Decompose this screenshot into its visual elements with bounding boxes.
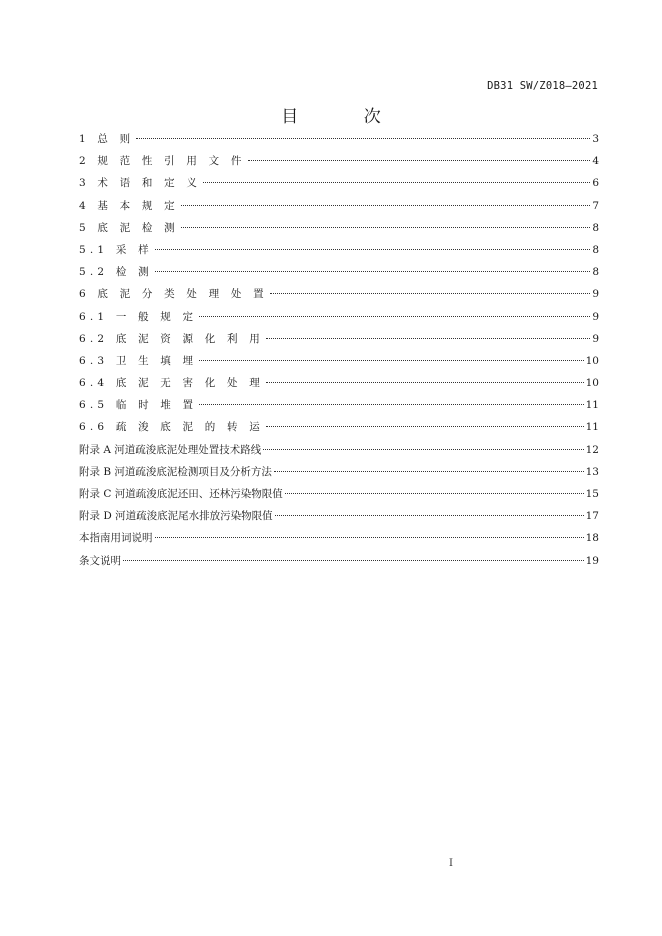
toc-entry-page: 15: [585, 488, 599, 500]
toc-entry-page: 11: [585, 399, 599, 412]
toc-entry[interactable]: [79, 350, 599, 372]
toc-leader-dots: [263, 449, 583, 450]
toc-entry-label: 6.2 底 泥 资 源 化 利 用: [79, 332, 264, 345]
toc-entry-page: 13: [585, 465, 599, 478]
toc-leader-dots: [285, 493, 584, 494]
toc-entry[interactable]: [79, 505, 599, 527]
toc-entry[interactable]: [79, 172, 599, 194]
toc-entry-label: 6.3 卫 生 填 埋: [79, 354, 198, 367]
toc-entry[interactable]: [79, 128, 599, 150]
toc-entry-label: 2 规 范 性 引 用 文 件: [79, 155, 246, 168]
toc-leader-dots: [199, 360, 583, 361]
toc-entry-label: 6.6 疏 浚 底 泥 的 转 运: [79, 421, 264, 434]
toc-entry-page: 8: [592, 221, 599, 234]
toc-entry-page: 6: [592, 177, 599, 190]
toc-entry[interactable]: [79, 527, 599, 549]
toc-entry[interactable]: [79, 283, 599, 305]
toc-entry-page: 7: [592, 199, 599, 212]
toc-leader-dots: [155, 537, 584, 538]
toc-leader-dots: [274, 471, 584, 472]
toc-leader-dots: [266, 426, 584, 427]
toc-entry[interactable]: [79, 483, 599, 505]
toc-entry-page: 19: [585, 554, 599, 567]
toc-entry[interactable]: [79, 261, 599, 283]
toc-entry-label: 附录 C 河道疏浚底泥还田、还林污染物限值: [79, 488, 283, 500]
toc-entry-page: 18: [585, 532, 599, 545]
toc-entry-label: 4 基 本 规 定: [79, 199, 179, 212]
toc-entry-label: 本指南用词说明: [79, 532, 153, 545]
toc-entry-page: 3: [592, 133, 599, 145]
toc-entry[interactable]: [79, 217, 599, 239]
toc-entry-page: 17: [585, 510, 599, 523]
toc-leader-dots: [275, 515, 584, 516]
toc-entry-label: 5 底 泥 检 测: [79, 221, 179, 234]
toc-leader-dots: [199, 404, 583, 405]
table-of-contents: [79, 128, 599, 572]
toc-entry[interactable]: [79, 394, 599, 416]
toc-entry[interactable]: [79, 150, 599, 172]
page-number: I: [449, 858, 453, 869]
toc-leader-dots: [248, 160, 591, 161]
toc-leader-dots: [266, 338, 590, 339]
toc-entry[interactable]: [79, 461, 599, 483]
toc-entry-label: 6.5 临 时 堆 置: [79, 399, 198, 412]
toc-leader-dots: [203, 182, 590, 183]
toc-entry[interactable]: [79, 550, 599, 572]
toc-leader-dots: [136, 138, 590, 139]
toc-entry-label: 6.4 底 泥 无 害 化 处 理: [79, 377, 264, 390]
toc-leader-dots: [181, 227, 590, 228]
toc-entry-label: 附录 B 河道疏浚底泥检测项目及分析方法: [79, 465, 272, 478]
toc-entry[interactable]: [79, 416, 599, 438]
toc-leader-dots: [155, 249, 591, 250]
toc-leader-dots: [181, 205, 590, 206]
toc-entry-page: 8: [592, 266, 599, 279]
toc-leader-dots: [270, 293, 591, 294]
toc-entry-page: 11: [585, 421, 599, 434]
toc-entry[interactable]: [79, 195, 599, 217]
toc-entry-page: 4: [592, 155, 599, 168]
toc-leader-dots: [123, 560, 584, 561]
toc-entry-page: 9: [592, 332, 599, 345]
toc-title: 目 次: [281, 107, 411, 127]
toc-entry[interactable]: [79, 328, 599, 350]
toc-leader-dots: [155, 271, 591, 272]
toc-entry-label: 条文说明: [79, 554, 121, 567]
toc-entry-label: 6 底 泥 分 类 处 理 处 置: [79, 288, 268, 301]
toc-entry[interactable]: [79, 306, 599, 328]
toc-entry[interactable]: [79, 372, 599, 394]
toc-entry-label: 附录 A 河道疏浚底泥处理处置技术路线: [79, 443, 262, 456]
toc-entry-label: 附录 D 河道疏浚底泥尾水排放污染物限值: [79, 510, 273, 523]
toc-entry[interactable]: [79, 439, 599, 461]
toc-entry-label: 3 术 语 和 定 义: [79, 177, 202, 190]
toc-entry-page: 9: [592, 288, 599, 301]
document-code: DB31 SW/Z018—2021: [487, 80, 598, 92]
toc-entry-page: 12: [585, 443, 599, 456]
toc-entry-page: 8: [592, 243, 599, 256]
toc-entry-label: 6.1 一 般 规 定: [79, 310, 198, 323]
toc-entry-page: 10: [585, 377, 599, 390]
toc-entry-label: 1 总 则: [79, 133, 135, 145]
toc-leader-dots: [266, 382, 584, 383]
toc-entry-page: 9: [592, 310, 599, 323]
toc-leader-dots: [199, 316, 590, 317]
toc-entry-page: 10: [585, 354, 599, 367]
toc-entry-label: 5.1 采 样: [79, 243, 153, 256]
toc-entry[interactable]: [79, 239, 599, 261]
toc-entry-label: 5.2 检 测: [79, 266, 153, 279]
